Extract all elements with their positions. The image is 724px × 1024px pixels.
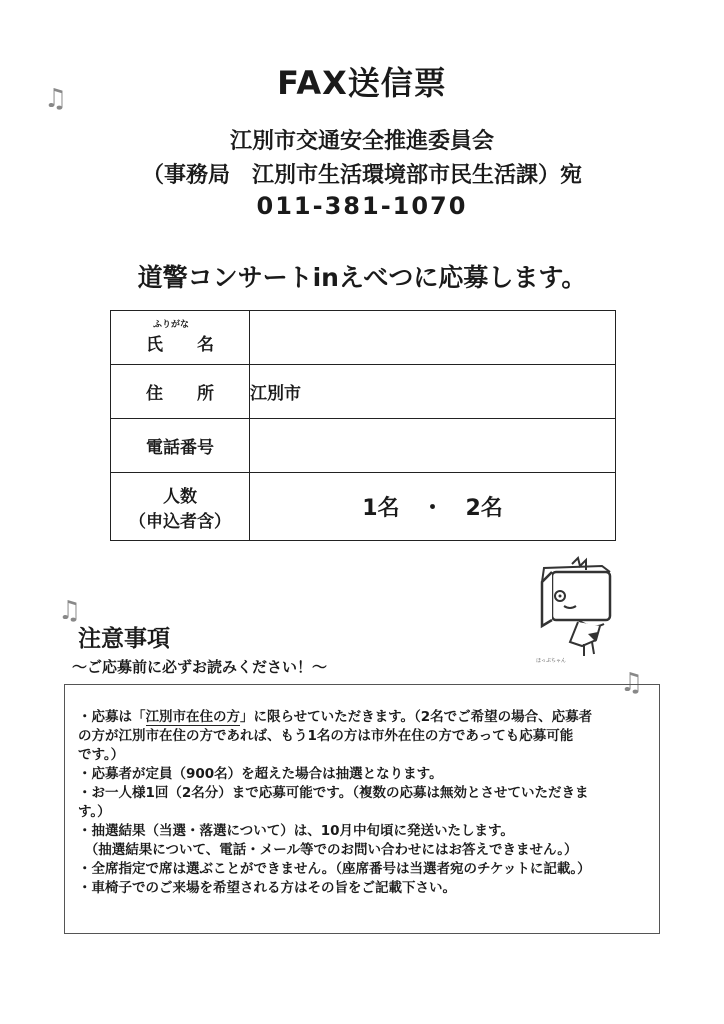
phone-row (111, 419, 616, 473)
count-label: 人数 (163, 486, 197, 507)
notice-line: ・応募は「江別市在住の方」に限らせていただきます。（2名でご希望の場合、応募者 (78, 709, 593, 725)
notice-line: です。） (78, 747, 125, 763)
notice-line: ・応募者が定員（900名）を超えた場合は抽選となります。 (78, 766, 443, 782)
count-label-note: （申込者含） (129, 511, 231, 532)
name-ruby: ふりがな (153, 320, 190, 330)
count-options[interactable]: 1名 ・ 2名 (250, 473, 616, 541)
application-headline: 道警コンサートinえべつに応募します。 (137, 263, 587, 292)
name-label: 氏 名 (146, 335, 214, 355)
application-form (110, 310, 616, 541)
music-note-icon: ♫ (58, 596, 82, 626)
name-field[interactable] (250, 311, 616, 365)
mascot-illustration (522, 556, 634, 668)
notice-line: （抽選結果について、電話・メール等でのお問い合わせにはお答えできません。） (78, 842, 578, 858)
notice-line: す。） (78, 804, 111, 820)
notice-line: ・お一人様1回（2名分）まで応募可能です。（複数の応募は無効とさせていただきま (78, 785, 589, 801)
notice-line: の方が江別市在住の方であれば、もう1名の方は市外在住の方であっても応募可能 (78, 728, 574, 744)
notice-title: 注意事項 (78, 626, 170, 652)
music-note-icon: ♫ (44, 84, 68, 114)
address-label: 住 所 (111, 365, 250, 419)
mascot-caption: ほっぷちゃん (536, 658, 567, 664)
name-row (111, 311, 616, 365)
phone-field[interactable] (250, 419, 616, 473)
notice-line: ・全席指定で席は選ぶことができません。（座席番号は当選者宛のチケットに記載。） (78, 861, 591, 877)
fax-number: 011-381-1070 (256, 192, 468, 220)
notice-line: ・抽選結果（当選・落選について）は、10月中旬頃に発送いたします。 (78, 823, 514, 839)
count-label-cell (111, 473, 250, 541)
notice-line: ・車椅子でのご来場を希望される方はその旨をご記載下さい。 (78, 880, 456, 896)
address-row (111, 365, 616, 419)
notice-list (78, 708, 648, 898)
music-note-icon: ♫ (620, 668, 644, 698)
recipient-org: 江別市交通安全推進委員会 (229, 129, 494, 154)
name-label-cell (111, 311, 250, 365)
notice-subtitle: ～ご応募前に必ずお読みください！～ (72, 658, 328, 676)
address-field[interactable]: 江別市 (250, 365, 616, 419)
recipient-office: （事務局 江別市生活環境部市民生活課）宛 (141, 163, 582, 188)
phone-label: 電話番号 (111, 419, 250, 473)
page-title: FAX送信票 (277, 64, 447, 102)
count-row (111, 473, 616, 541)
